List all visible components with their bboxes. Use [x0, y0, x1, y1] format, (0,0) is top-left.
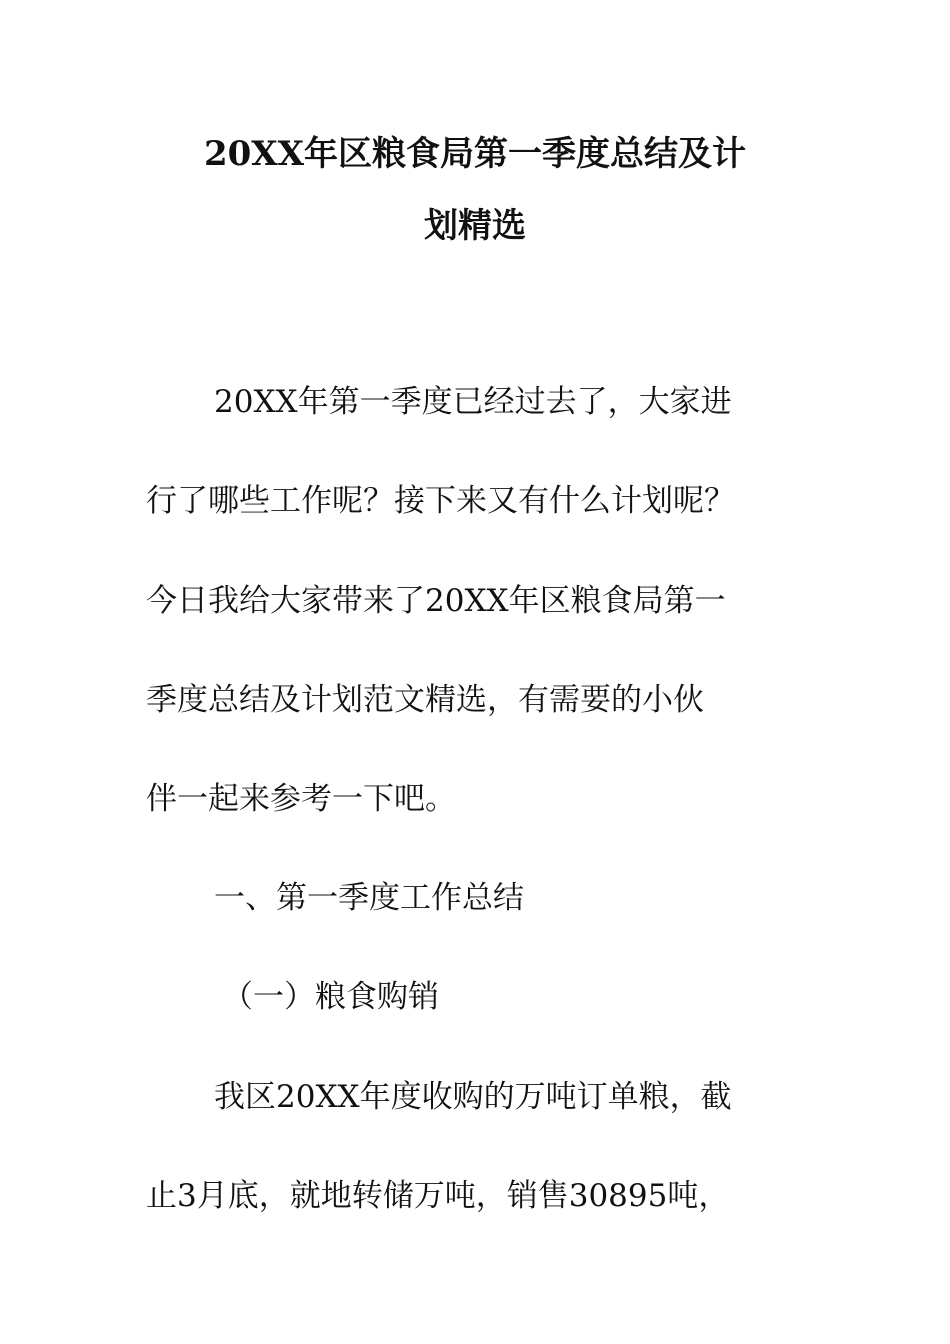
- document-title-line-2: 划精选: [424, 206, 526, 246]
- section-heading: 一、第一季度工作总结: [214, 880, 524, 916]
- document-title-line-1: 20XX年区粮食局第一季度总结及计: [203, 134, 747, 174]
- intro-paragraph-line-4: 季度总结及计划范文精选，有需要的小伙: [146, 682, 704, 718]
- subsection-heading: （一）粮食购销: [222, 979, 439, 1015]
- body-paragraph-line-2: 止3月底，就地转储万吨，销售30895吨，: [146, 1178, 730, 1214]
- intro-paragraph-line-2: 行了哪些工作呢？接下来又有什么计划呢？: [146, 483, 735, 519]
- body-paragraph-line-1: 我区20XX年度收购的万吨订单粮，截: [214, 1079, 732, 1115]
- intro-paragraph-line-1: 20XX年第一季度已经过去了，大家进: [214, 384, 732, 420]
- intro-paragraph-line-3: 今日我给大家带来了20XX年区粮食局第一: [146, 583, 726, 619]
- intro-paragraph-line-5: 伴一起来参考一下吧。: [146, 781, 456, 817]
